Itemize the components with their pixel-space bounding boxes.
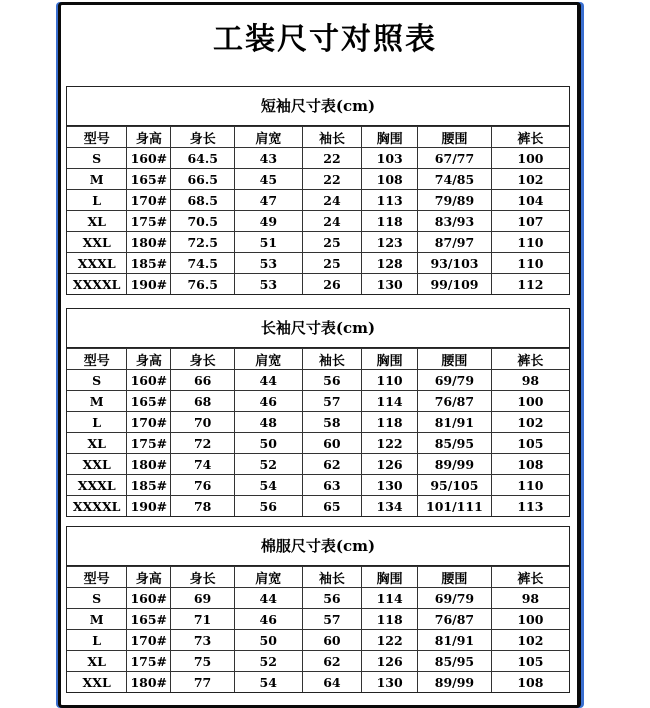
table-cell: 50 [234,433,302,454]
table-cell: 95/105 [417,475,491,496]
table-cell: 130 [362,475,418,496]
table-cell: 77 [171,672,235,693]
table-cell: XXXL [67,475,127,496]
table-cell: 160# [127,588,171,609]
column-header: 身高 [127,567,171,588]
table-cell: 110 [491,475,569,496]
table-cell: 83/93 [418,211,492,232]
table-cell: 118 [362,211,418,232]
table-cell: 175# [127,651,171,672]
table-cell: 93/103 [418,253,492,274]
table-cell: XXL [67,232,127,253]
table-row [67,169,569,190]
table-cell: 105 [491,651,569,672]
table-cell: 64 [302,672,362,693]
table-cell: 89/99 [417,454,491,475]
column-header: 身长 [171,349,235,370]
table-cell: 78 [171,496,235,517]
table-cell: 104 [491,190,569,211]
column-header: 袖长 [302,127,362,148]
table-cell: 103 [362,148,418,169]
page-title: 工装尺寸对照表 [213,22,437,57]
table-row [67,433,569,454]
table-cell: 102 [491,169,569,190]
column-header: 袖长 [302,349,362,370]
table-cell: 56 [302,370,362,391]
table-cell: 70 [171,412,235,433]
column-header: 身长 [171,127,235,148]
table-cell: 60 [302,433,362,454]
short-sleeve-section [66,86,570,295]
table-row [67,148,569,169]
column-header: 型号 [67,567,127,588]
table-row [67,609,569,630]
header-row [67,349,569,370]
table-cell: 122 [362,630,418,651]
table-cell: 81/91 [417,412,491,433]
table-cell: 165# [127,391,171,412]
table-cell: 25 [302,253,362,274]
table-cell: 70.5 [171,211,235,232]
table-cell: 46 [234,391,302,412]
table-cell: 74 [171,454,235,475]
column-header: 身长 [171,567,235,588]
table-cell: XXXXL [67,496,127,517]
table-cell: 74.5 [171,253,235,274]
table-row [67,412,569,433]
column-header: 身高 [127,349,171,370]
table-cell: 118 [362,412,418,433]
table-cell: M [67,169,127,190]
table-cell: 52 [234,454,302,475]
column-header: 裤长 [491,567,569,588]
long-sleeve-section [66,308,570,517]
table-cell: 62 [302,651,362,672]
table-cell: 79/89 [418,190,492,211]
table-cell: 67/77 [418,148,492,169]
table-cell: 101/111 [417,496,491,517]
table-cell: 85/95 [418,651,492,672]
table-cell: 99/109 [418,274,492,295]
section-title: 棉服尺寸表(cm) [67,527,569,566]
table-cell: 26 [302,274,362,295]
table-cell: 62 [302,454,362,475]
table-cell: XXL [67,672,127,693]
table-row [67,370,569,391]
header-row [67,127,569,148]
table-cell: 51 [235,232,303,253]
table-row [67,588,569,609]
size-table [67,348,569,516]
table-cell: 165# [127,169,171,190]
table-cell: 69/79 [417,370,491,391]
size-table [67,566,569,692]
table-cell: 102 [491,412,569,433]
table-cell: 44 [234,588,302,609]
table-cell: 112 [491,274,569,295]
table-cell: 69 [171,588,235,609]
table-cell: 68.5 [171,190,235,211]
table-cell: 68 [171,391,235,412]
table-cell: 58 [302,412,362,433]
table-row [67,274,569,295]
table-cell: 53 [235,274,303,295]
table-cell: XL [67,433,127,454]
table-cell: 160# [127,370,171,391]
table-cell: 24 [302,211,362,232]
table-cell: 45 [235,169,303,190]
table-cell: 175# [127,433,171,454]
table-cell: 81/91 [418,630,492,651]
table-row [67,630,569,651]
table-cell: 180# [127,232,171,253]
column-header: 腰围 [418,127,492,148]
table-cell: XL [67,651,127,672]
table-cell: 170# [127,630,171,651]
table-cell: 66.5 [171,169,235,190]
table-cell: L [67,190,127,211]
table-cell: 160# [127,148,171,169]
table-cell: L [67,630,127,651]
table-cell: 134 [362,496,418,517]
table-cell: 54 [234,475,302,496]
table-cell: S [67,148,127,169]
header-row [67,567,569,588]
column-header: 胸围 [362,567,418,588]
table-cell: 98 [491,588,569,609]
table-cell: 76/87 [418,609,492,630]
table-cell: 128 [362,253,418,274]
table-cell: 102 [491,630,569,651]
table-cell: 180# [127,672,171,693]
table-cell: 71 [171,609,235,630]
table-cell: 170# [127,190,171,211]
table-row [67,232,569,253]
table-cell: 105 [491,433,569,454]
table-cell: 108 [362,169,418,190]
column-header: 裤长 [491,127,569,148]
table-cell: 72.5 [171,232,235,253]
table-cell: 98 [491,370,569,391]
table-cell: 126 [362,651,418,672]
table-cell: 114 [362,391,418,412]
column-header: 胸围 [362,349,418,370]
table-cell: 107 [491,211,569,232]
table-cell: XXL [67,454,127,475]
table-cell: 54 [234,672,302,693]
table-row [67,211,569,232]
table-cell: 25 [302,232,362,253]
column-header: 袖长 [302,567,362,588]
table-cell: 52 [234,651,302,672]
table-cell: 190# [127,496,171,517]
table-cell: 87/97 [418,232,492,253]
table-cell: 190# [127,274,171,295]
table-cell: 60 [302,630,362,651]
table-cell: 22 [302,148,362,169]
table-cell: 114 [362,588,418,609]
column-header: 胸围 [362,127,418,148]
table-cell: 73 [171,630,235,651]
table-cell: 100 [491,609,569,630]
table-row [67,454,569,475]
table-cell: 113 [362,190,418,211]
table-cell: 76/87 [417,391,491,412]
table-cell: 66 [171,370,235,391]
table-cell: 170# [127,412,171,433]
table-row [67,672,569,693]
table-cell: 72 [171,433,235,454]
table-cell: L [67,412,127,433]
table-cell: 122 [362,433,418,454]
table-cell: 64.5 [171,148,235,169]
column-header: 肩宽 [234,349,302,370]
table-cell: 100 [491,391,569,412]
table-cell: 22 [302,169,362,190]
table-cell: 43 [235,148,303,169]
table-cell: 65 [302,496,362,517]
table-cell: XL [67,211,127,232]
column-header: 裤长 [491,349,569,370]
table-cell: 110 [491,232,569,253]
table-cell: 110 [362,370,418,391]
table-cell: 185# [127,253,171,274]
table-cell: 74/85 [418,169,492,190]
table-cell: 50 [234,630,302,651]
table-cell: 130 [362,672,418,693]
table-cell: 24 [302,190,362,211]
table-cell: 63 [302,475,362,496]
table-cell: 165# [127,609,171,630]
column-header: 腰围 [417,349,491,370]
table-cell: 118 [362,609,418,630]
table-cell: 44 [234,370,302,391]
table-cell: M [67,609,127,630]
size-table [67,126,569,294]
table-cell: 53 [235,253,303,274]
table-cell: 108 [491,672,569,693]
table-row [67,253,569,274]
table-cell: 85/95 [417,433,491,454]
table-cell: 130 [362,274,418,295]
table-cell: 175# [127,211,171,232]
table-cell: 76 [171,475,235,496]
table-cell: 48 [234,412,302,433]
table-cell: 113 [491,496,569,517]
table-cell: 76.5 [171,274,235,295]
padded-jacket-section [66,526,570,693]
table-cell: 75 [171,651,235,672]
table-cell: 185# [127,475,171,496]
table-row [67,190,569,211]
table-cell: 47 [235,190,303,211]
table-cell: 56 [234,496,302,517]
table-cell: 46 [234,609,302,630]
column-header: 型号 [67,349,127,370]
table-cell: 56 [302,588,362,609]
section-title: 长袖尺寸表(cm) [67,309,569,348]
table-cell: 57 [302,391,362,412]
table-cell: 126 [362,454,418,475]
table-cell: 123 [362,232,418,253]
table-cell: 110 [491,253,569,274]
table-cell: S [67,370,127,391]
column-header: 肩宽 [235,127,303,148]
column-header: 肩宽 [234,567,302,588]
table-row [67,475,569,496]
column-header: 身高 [127,127,171,148]
table-cell: 89/99 [418,672,492,693]
table-row [67,496,569,517]
column-header: 型号 [67,127,127,148]
column-header: 腰围 [418,567,492,588]
table-cell: 100 [491,148,569,169]
table-cell: 49 [235,211,303,232]
table-row [67,391,569,412]
section-title: 短袖尺寸表(cm) [67,87,569,126]
table-cell: XXXXL [67,274,127,295]
table-cell: S [67,588,127,609]
table-cell: 57 [302,609,362,630]
table-row [67,651,569,672]
table-cell: M [67,391,127,412]
table-cell: 180# [127,454,171,475]
table-cell: XXXL [67,253,127,274]
table-cell: 108 [491,454,569,475]
table-cell: 69/79 [418,588,492,609]
